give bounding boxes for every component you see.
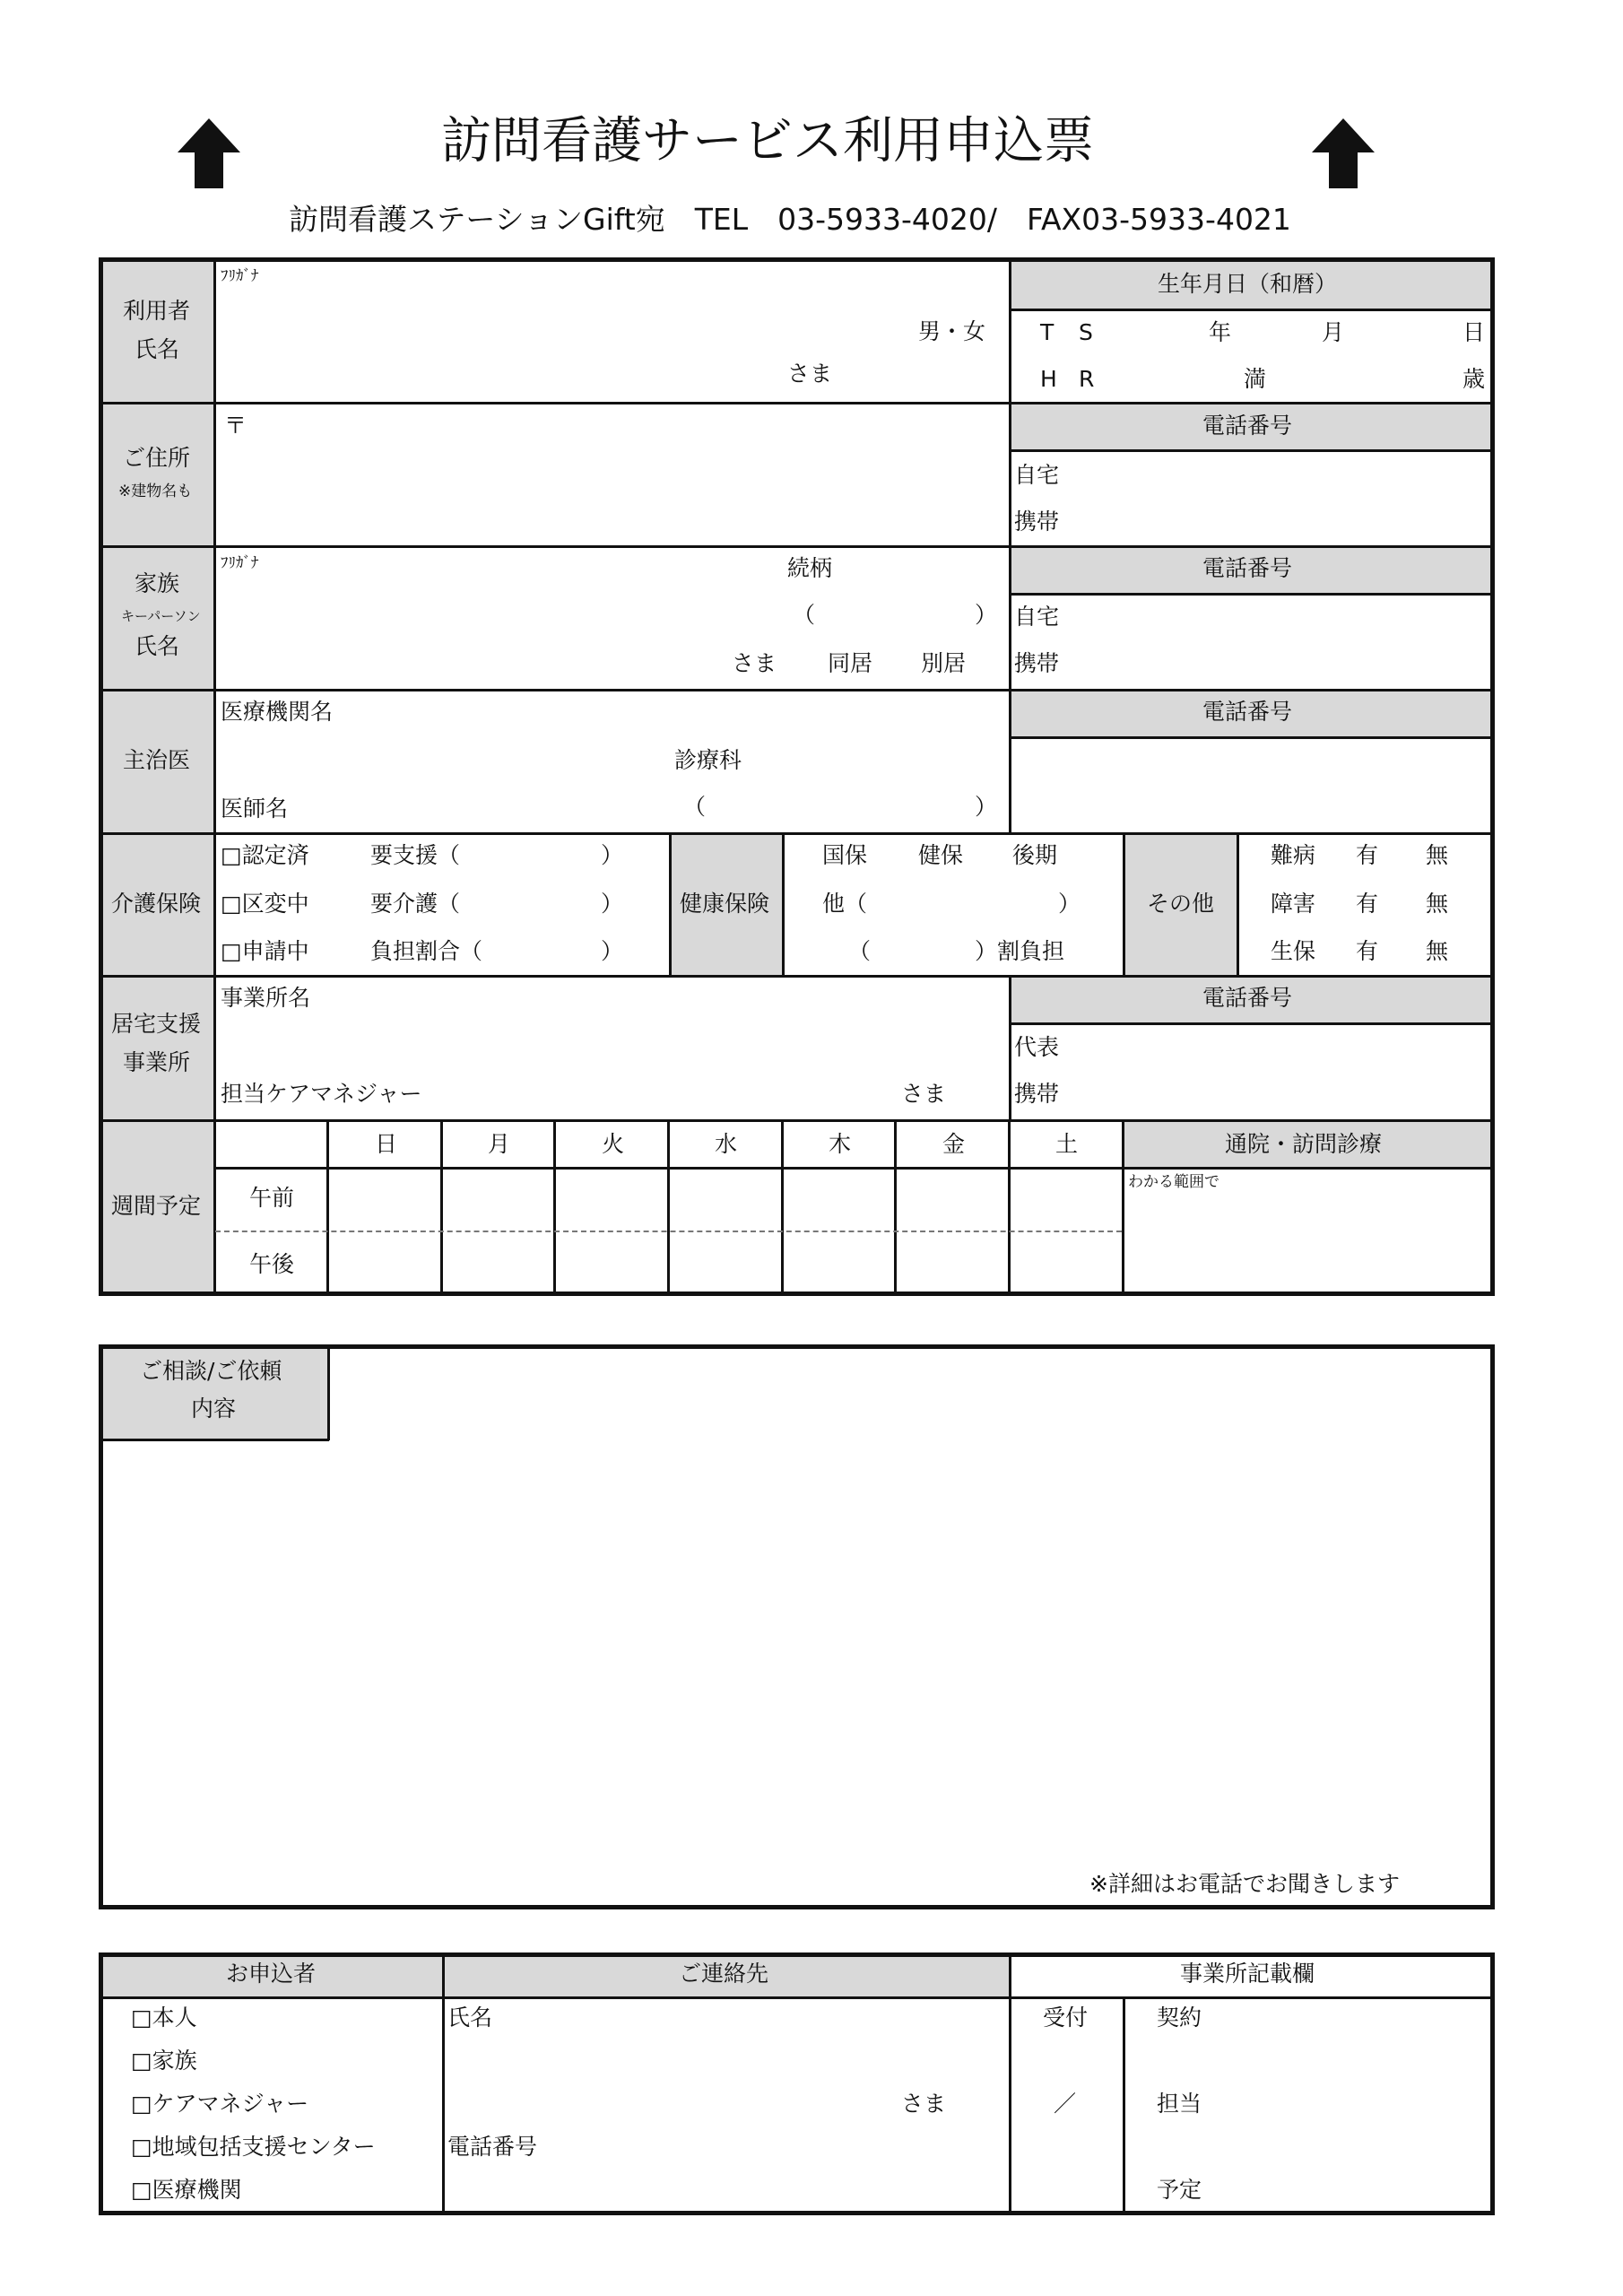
changing-checkbox[interactable]: □区変中 <box>221 891 309 917</box>
care-level-label: 要介護（ <box>370 891 461 917</box>
doctor-label: 主治医 <box>123 747 191 773</box>
user-label: 氏名 <box>135 336 180 362</box>
day-header: 土 <box>1055 1131 1079 1157</box>
full-age-label: 満 <box>1244 366 1267 392</box>
home-phone-label: 自宅 <box>1014 462 1060 488</box>
day-header: 火 <box>602 1131 625 1157</box>
applicant-option-community-center[interactable]: □地域包括支援センター <box>131 2134 376 2160</box>
applicant-option-self[interactable]: □本人 <box>131 2005 197 2031</box>
paren-close: ） <box>1058 891 1081 917</box>
care-manager-label: 担当ケアマネジャー <box>221 1081 422 1107</box>
visit-header: 通院・訪問診療 <box>1225 1131 1383 1157</box>
ratio-label: ）割負担 <box>975 938 1065 964</box>
birth-date-header: 生年月日（和暦） <box>1158 271 1338 297</box>
postal-mark: 〒 <box>224 413 247 439</box>
family-label: 氏名 <box>135 633 180 659</box>
contract-label: 契約 <box>1157 2005 1202 2031</box>
arrow-up-icon <box>178 118 240 188</box>
phone-header: 電話番号 <box>1202 413 1293 439</box>
consult-note: ※詳細はお電話でお聞きします <box>1089 1871 1400 1897</box>
era-option[interactable]: R <box>1079 366 1095 392</box>
address-note: ※建物名も <box>118 483 193 500</box>
day-header: 月 <box>488 1131 511 1157</box>
address-label: ご住所 <box>123 445 191 471</box>
weekly-schedule-label: 週間予定 <box>111 1193 202 1219</box>
applicant-header: お申込者 <box>226 1961 317 1987</box>
support-level-label: 要支援（ <box>370 842 461 868</box>
kenpo-option[interactable]: 健保 <box>918 842 964 868</box>
rep-phone-label: 代表 <box>1014 1034 1060 1060</box>
department-paren-close: ） <box>975 794 998 820</box>
mobile-phone-label: 携帯 <box>1014 1081 1060 1107</box>
phone-header: 電話番号 <box>1202 555 1293 581</box>
kouki-option[interactable]: 後期 <box>1012 842 1058 868</box>
applying-checkbox[interactable]: □申請中 <box>221 938 309 964</box>
kokuho-option[interactable]: 国保 <box>822 842 868 868</box>
no-option[interactable]: 無 <box>1426 938 1449 964</box>
yes-option[interactable]: 有 <box>1356 842 1379 868</box>
office-use-header: 事業所記載欄 <box>1180 1961 1315 1987</box>
other-label: その他 <box>1147 891 1215 917</box>
home-phone-label: 自宅 <box>1014 604 1060 630</box>
applicant-option-family[interactable]: □家族 <box>131 2048 197 2074</box>
ratio-paren-open: （ <box>848 938 872 964</box>
month-label: 月 <box>1322 319 1345 345</box>
sama-label: さま <box>901 1081 947 1107</box>
relation-paren-close: ） <box>975 602 998 628</box>
day-header: 日 <box>375 1131 398 1157</box>
no-option[interactable]: 無 <box>1426 842 1449 868</box>
yes-option[interactable]: 有 <box>1356 938 1379 964</box>
burden-ratio-label: 負担割合（ <box>370 938 483 964</box>
day-header: 水 <box>715 1131 738 1157</box>
family-label: 家族 <box>135 570 180 596</box>
date-slash: ／ <box>1054 2091 1077 2117</box>
yes-option[interactable]: 有 <box>1356 891 1379 917</box>
office-label: 事業所 <box>123 1049 191 1075</box>
furigana-label: ﾌﾘｶﾞﾅ <box>221 267 259 285</box>
separate-option[interactable]: 別居 <box>921 650 967 676</box>
plan-label: 予定 <box>1157 2177 1202 2203</box>
sama-label: さま <box>901 2091 947 2117</box>
age-label: 歳 <box>1462 366 1486 392</box>
health-insurance-label: 健康保険 <box>680 891 770 917</box>
paren-close: ） <box>601 891 624 917</box>
contact-header: ご連絡先 <box>679 1961 769 1987</box>
relation-label: 続柄 <box>787 555 833 581</box>
mobile-phone-label: 携帯 <box>1014 509 1060 535</box>
no-option[interactable]: 無 <box>1426 891 1449 917</box>
am-label: 午前 <box>249 1185 295 1211</box>
nanbyo-label: 難病 <box>1271 842 1316 868</box>
year-label: 年 <box>1209 319 1232 345</box>
visit-note: わかる範囲で <box>1128 1173 1219 1191</box>
certified-checkbox[interactable]: □認定済 <box>221 842 309 868</box>
department-paren-open: （ <box>683 794 707 820</box>
institution-label: 医療機関名 <box>221 699 334 725</box>
page-title: 訪問看護サービス利用申込票 <box>441 112 1094 170</box>
mobile-phone-label: 携帯 <box>1014 650 1060 676</box>
day-label: 日 <box>1462 319 1486 345</box>
received-label: 受付 <box>1043 2005 1089 2031</box>
sama-label: さま <box>787 361 833 387</box>
contact-line: 訪問看護ステーションGift宛 TEL 03-5933-4020/ FAX03-5933-4021 <box>289 202 1291 237</box>
era-option[interactable]: T <box>1040 319 1055 345</box>
doctor-name-label: 医師名 <box>221 796 289 822</box>
relation-paren-open: （ <box>793 602 816 628</box>
contact-phone-label: 電話番号 <box>447 2134 538 2160</box>
consult-label: ご相談/ご依頼 <box>140 1358 282 1384</box>
other-insurance-label: 他（ <box>822 891 868 917</box>
pm-label: 午後 <box>249 1251 295 1277</box>
paren-close: ） <box>601 938 624 964</box>
phone-header: 電話番号 <box>1202 699 1293 725</box>
paren-close: ） <box>601 842 624 868</box>
era-option[interactable]: H <box>1040 366 1057 392</box>
care-insurance-label: 介護保険 <box>111 891 202 917</box>
day-header: 金 <box>942 1131 966 1157</box>
staff-label: 担当 <box>1157 2091 1202 2117</box>
phone-header: 電話番号 <box>1202 985 1293 1011</box>
day-header: 木 <box>829 1131 852 1157</box>
seiho-label: 生保 <box>1271 938 1316 964</box>
keyperson-label: キーパーソン <box>121 608 201 624</box>
arrow-up-icon <box>1312 118 1375 188</box>
applicant-table <box>99 1952 1495 2215</box>
consult-label: 内容 <box>191 1396 237 1422</box>
furigana-label: ﾌﾘｶﾞﾅ <box>221 554 259 572</box>
office-label: 居宅支援 <box>111 1011 202 1037</box>
department-label: 診療科 <box>674 747 742 773</box>
contact-name-label: 氏名 <box>447 2005 493 2031</box>
gender-field[interactable]: 男・女 <box>918 318 986 344</box>
shogai-label: 障害 <box>1271 891 1316 917</box>
applicant-option-medical[interactable]: □医療機関 <box>131 2177 242 2203</box>
user-label: 利用者 <box>123 298 191 324</box>
era-option[interactable]: S <box>1079 319 1093 345</box>
consultation-box[interactable] <box>99 1344 1495 1909</box>
office-name-label: 事業所名 <box>221 985 311 1011</box>
sama-label: さま <box>732 650 777 676</box>
cohabit-option[interactable]: 同居 <box>828 650 873 676</box>
applicant-option-caremanager[interactable]: □ケアマネジャー <box>131 2091 309 2117</box>
